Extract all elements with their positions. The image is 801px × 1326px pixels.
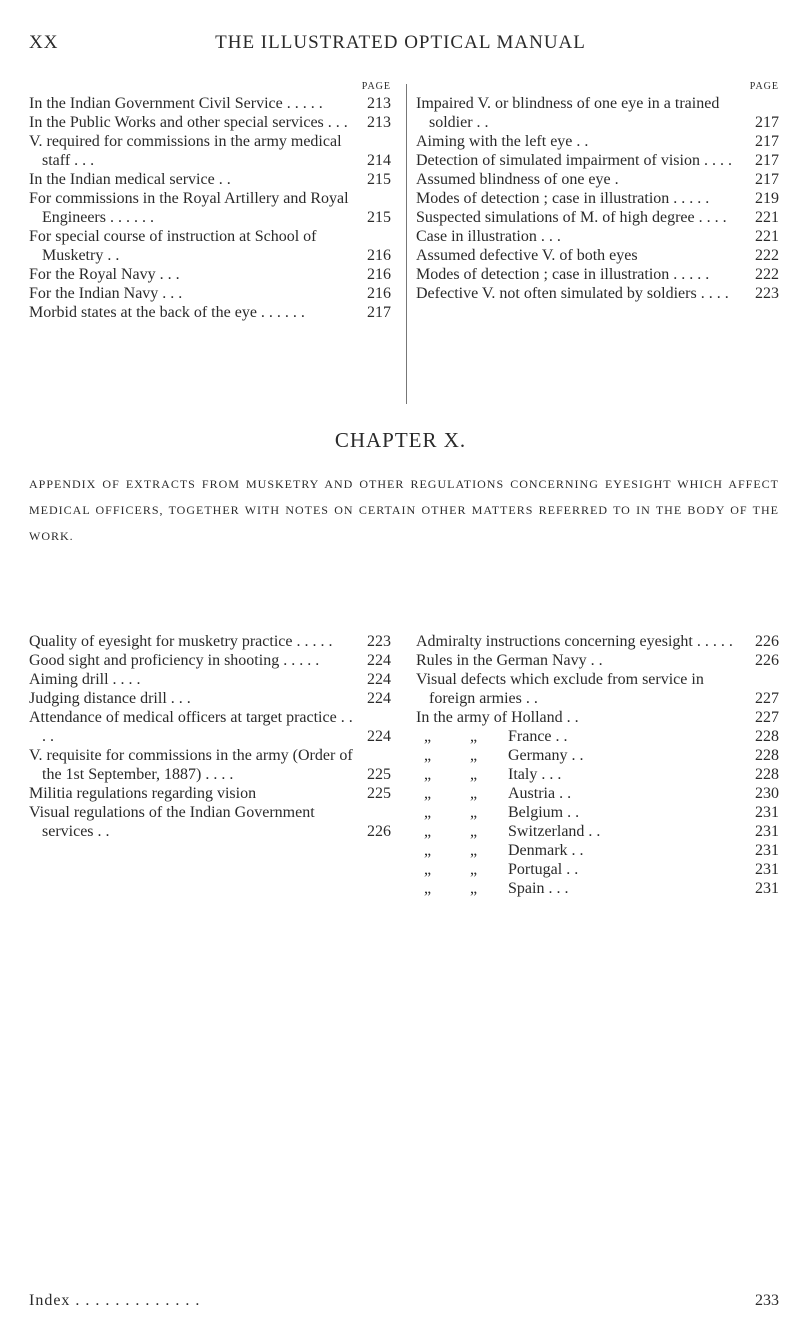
- contents-entry: [29, 227, 391, 265]
- contents-entry: [416, 708, 779, 727]
- entry-title: Impaired V. or blindness of one eye in a trained soldier . .: [416, 95, 720, 131]
- entry-page: 217: [367, 304, 391, 321]
- entry-title: For the Indian Navy . . .: [29, 285, 183, 302]
- contents-entry-country: [416, 879, 779, 898]
- entry-page: 231: [755, 880, 779, 897]
- entry-page: 216: [367, 247, 391, 264]
- ditto-mark: „: [424, 861, 432, 878]
- ditto-mark: „: [470, 804, 478, 821]
- contents-entry: [29, 303, 391, 322]
- contents-entry: [29, 803, 391, 841]
- entry-page: 215: [367, 209, 391, 226]
- entry-page: 230: [755, 785, 779, 802]
- ditto-mark: „: [470, 728, 478, 745]
- entry-page: 222: [755, 266, 779, 283]
- entry-page: 228: [755, 747, 779, 764]
- contents-entry: [416, 284, 779, 303]
- entry-page: 217: [755, 171, 779, 188]
- entry-title: Case in illustration . . .: [416, 228, 561, 245]
- index-entry: [29, 1292, 779, 1310]
- entry-page: 226: [367, 823, 391, 840]
- entry-page: 213: [367, 95, 391, 112]
- page-column-heading: PAGE: [749, 81, 779, 92]
- contents-entry: [416, 151, 779, 170]
- contents-entry-country: [416, 765, 779, 784]
- contents-entry: [416, 246, 779, 265]
- ditto-mark: „: [470, 823, 478, 840]
- chapter-heading: CHAPTER X.: [334, 428, 467, 452]
- contents-entry: [416, 132, 779, 151]
- entry-page: 231: [755, 842, 779, 859]
- entry-title: Militia regulations regarding vision: [29, 785, 257, 802]
- entry-title: In the Indian medical service . .: [29, 171, 231, 188]
- entry-page: 224: [367, 690, 391, 707]
- country-name: France . .: [508, 728, 568, 745]
- entry-page: 216: [367, 285, 391, 302]
- entry-title: Quality of eyesight for musketry practice . . . . .: [29, 633, 333, 650]
- ditto-mark: „: [470, 785, 478, 802]
- entry-title: For special course of instruction at School of Musketry . .: [29, 228, 317, 264]
- entry-page: 226: [755, 652, 779, 669]
- ditto-mark: „: [424, 804, 432, 821]
- entry-title: Judging distance drill . . .: [29, 690, 191, 707]
- entry-page: 231: [755, 823, 779, 840]
- entry-title: Modes of detection ; case in illustration . . . . .: [416, 190, 710, 207]
- entry-title: In the Indian Government Civil Service . . . . .: [29, 95, 323, 112]
- country-name: Italy . . .: [508, 766, 562, 783]
- entry-title: Morbid states at the back of the eye . . . . . .: [29, 304, 305, 321]
- entry-title: Visual regulations of the Indian Government services . .: [29, 804, 315, 840]
- country-name: Denmark . .: [508, 842, 584, 859]
- contents-entry-country: [416, 803, 779, 822]
- entry-title: Assumed blindness of one eye .: [416, 171, 619, 188]
- contents-left-column-bottom: [29, 632, 391, 841]
- contents-entry-country: [416, 727, 779, 746]
- contents-entry: [29, 708, 391, 746]
- index-label: Index . . . . . . . . . . . . .: [29, 1292, 201, 1309]
- entry-page: 217: [755, 114, 779, 131]
- contents-entry: [29, 189, 391, 227]
- ditto-mark: „: [470, 766, 478, 783]
- ditto-mark: „: [424, 747, 432, 764]
- contents-entry-country: [416, 784, 779, 803]
- ditto-mark: „: [470, 880, 478, 897]
- entry-title: Modes of detection ; case in illustration . . . . .: [416, 266, 710, 283]
- entry-title: Admiralty instructions concerning eyesight . . . . .: [416, 633, 733, 650]
- contents-entry: [416, 227, 779, 246]
- entry-page: 225: [367, 766, 391, 783]
- contents-entry: [416, 651, 779, 670]
- contents-entry: [29, 784, 391, 803]
- entry-page: 216: [367, 266, 391, 283]
- contents-right-column-top: [416, 80, 779, 303]
- contents-right-column-bottom: [416, 632, 779, 898]
- contents-entry: [416, 208, 779, 227]
- contents-entry-country: [416, 822, 779, 841]
- contents-entry: [29, 113, 391, 132]
- entry-page: 228: [755, 728, 779, 745]
- contents-entry: [29, 170, 391, 189]
- entry-page: 215: [367, 171, 391, 188]
- page-numeral: XX: [29, 32, 59, 53]
- entry-page: 223: [367, 633, 391, 650]
- entry-page: 223: [755, 285, 779, 302]
- chapter-description: APPENDIX OF EXTRACTS FROM MUSKETRY AND OTHER REGULATIONS CONCERNING EYESIGHT WHICH AFFECT MEDICAL OFFICERS, TOGETHER WITH NOTES ON CERTAIN OTHER MATTERS REFERRED TO IN THE BODY OF THE WORK.: [29, 477, 779, 543]
- ditto-mark: „: [470, 747, 478, 764]
- entry-page: 227: [755, 690, 779, 707]
- entry-page: 231: [755, 804, 779, 821]
- entry-page: 221: [755, 228, 779, 245]
- entry-page: 227: [755, 709, 779, 726]
- contents-entry: [29, 265, 391, 284]
- ditto-mark: „: [470, 861, 478, 878]
- ditto-mark: „: [424, 766, 432, 783]
- entry-page: 228: [755, 766, 779, 783]
- ditto-mark: „: [424, 842, 432, 859]
- entry-page: 213: [367, 114, 391, 131]
- index-page: 233: [755, 1292, 779, 1309]
- entry-page: 217: [755, 133, 779, 150]
- entry-title: V. required for commissions in the army medical staff . . .: [29, 133, 342, 169]
- contents-entry: [416, 265, 779, 284]
- ditto-mark: „: [470, 842, 478, 859]
- contents-entry: [416, 170, 779, 189]
- contents-entry: [416, 632, 779, 651]
- contents-entry: [29, 689, 391, 708]
- entry-page: 231: [755, 861, 779, 878]
- entry-title: In the Public Works and other special services . . .: [29, 114, 348, 131]
- contents-entry-country: [416, 746, 779, 765]
- entry-title: Aiming drill . . . .: [29, 671, 141, 688]
- country-name: Switzerland . .: [508, 823, 601, 840]
- country-name: Spain . . .: [508, 880, 569, 897]
- ditto-mark: „: [424, 728, 432, 745]
- contents-entry: [29, 132, 391, 170]
- contents-entry-country: [416, 860, 779, 879]
- contents-entry: [416, 189, 779, 208]
- country-name: Portugal . .: [508, 861, 579, 878]
- entry-page: 224: [367, 671, 391, 688]
- contents-entry: [29, 284, 391, 303]
- column-divider: [406, 84, 407, 404]
- ditto-mark: „: [424, 823, 432, 840]
- entry-page: 225: [367, 785, 391, 802]
- ditto-mark: „: [424, 785, 432, 802]
- entry-title: V. requisite for commissions in the army (Order of the 1st September, 1887) . . . .: [29, 747, 353, 783]
- entry-page: 222: [755, 247, 779, 264]
- entry-title: Suspected simulations of M. of high degree . . . .: [416, 209, 727, 226]
- contents-entry-country: [416, 841, 779, 860]
- entry-page: 219: [755, 190, 779, 207]
- entry-title: Aiming with the left eye . .: [416, 133, 589, 150]
- entry-title: For commissions in the Royal Artillery and Royal Engineers . . . . . .: [29, 190, 349, 226]
- contents-entry: [416, 670, 779, 708]
- entry-title: Detection of simulated impairment of vision . . . .: [416, 152, 732, 169]
- page-column-heading: PAGE: [361, 81, 391, 92]
- entry-title: Defective V. not often simulated by soldiers . . . .: [416, 285, 729, 302]
- contents-entry: [416, 94, 779, 132]
- entry-title: Visual defects which exclude from service in foreign armies . .: [416, 671, 704, 707]
- country-name: Austria . .: [508, 785, 572, 802]
- entry-page: 217: [755, 152, 779, 169]
- entry-page: 226: [755, 633, 779, 650]
- entry-page: 224: [367, 728, 391, 745]
- entry-title: Rules in the German Navy . .: [416, 652, 603, 669]
- entry-page: 214: [367, 152, 391, 169]
- entry-title: Assumed defective V. of both eyes: [416, 247, 638, 264]
- entry-page: 224: [367, 652, 391, 669]
- contents-left-column-top: [29, 80, 391, 322]
- entry-title: Attendance of medical officers at target practice . . . .: [29, 709, 353, 745]
- contents-entry: [29, 632, 391, 651]
- entry-title: For the Royal Navy . . .: [29, 266, 180, 283]
- contents-entry: [29, 651, 391, 670]
- country-name: Germany . .: [508, 747, 584, 764]
- entry-page: 221: [755, 209, 779, 226]
- contents-entry: [29, 670, 391, 689]
- contents-entry: [29, 746, 391, 784]
- running-title: THE ILLUSTRATED OPTICAL MANUAL: [215, 32, 586, 53]
- country-name: Belgium . .: [508, 804, 580, 821]
- ditto-mark: „: [424, 880, 432, 897]
- entry-title: In the army of Holland . .: [416, 709, 579, 726]
- contents-entry: [29, 94, 391, 113]
- entry-title: Good sight and proficiency in shooting . . . . .: [29, 652, 320, 669]
